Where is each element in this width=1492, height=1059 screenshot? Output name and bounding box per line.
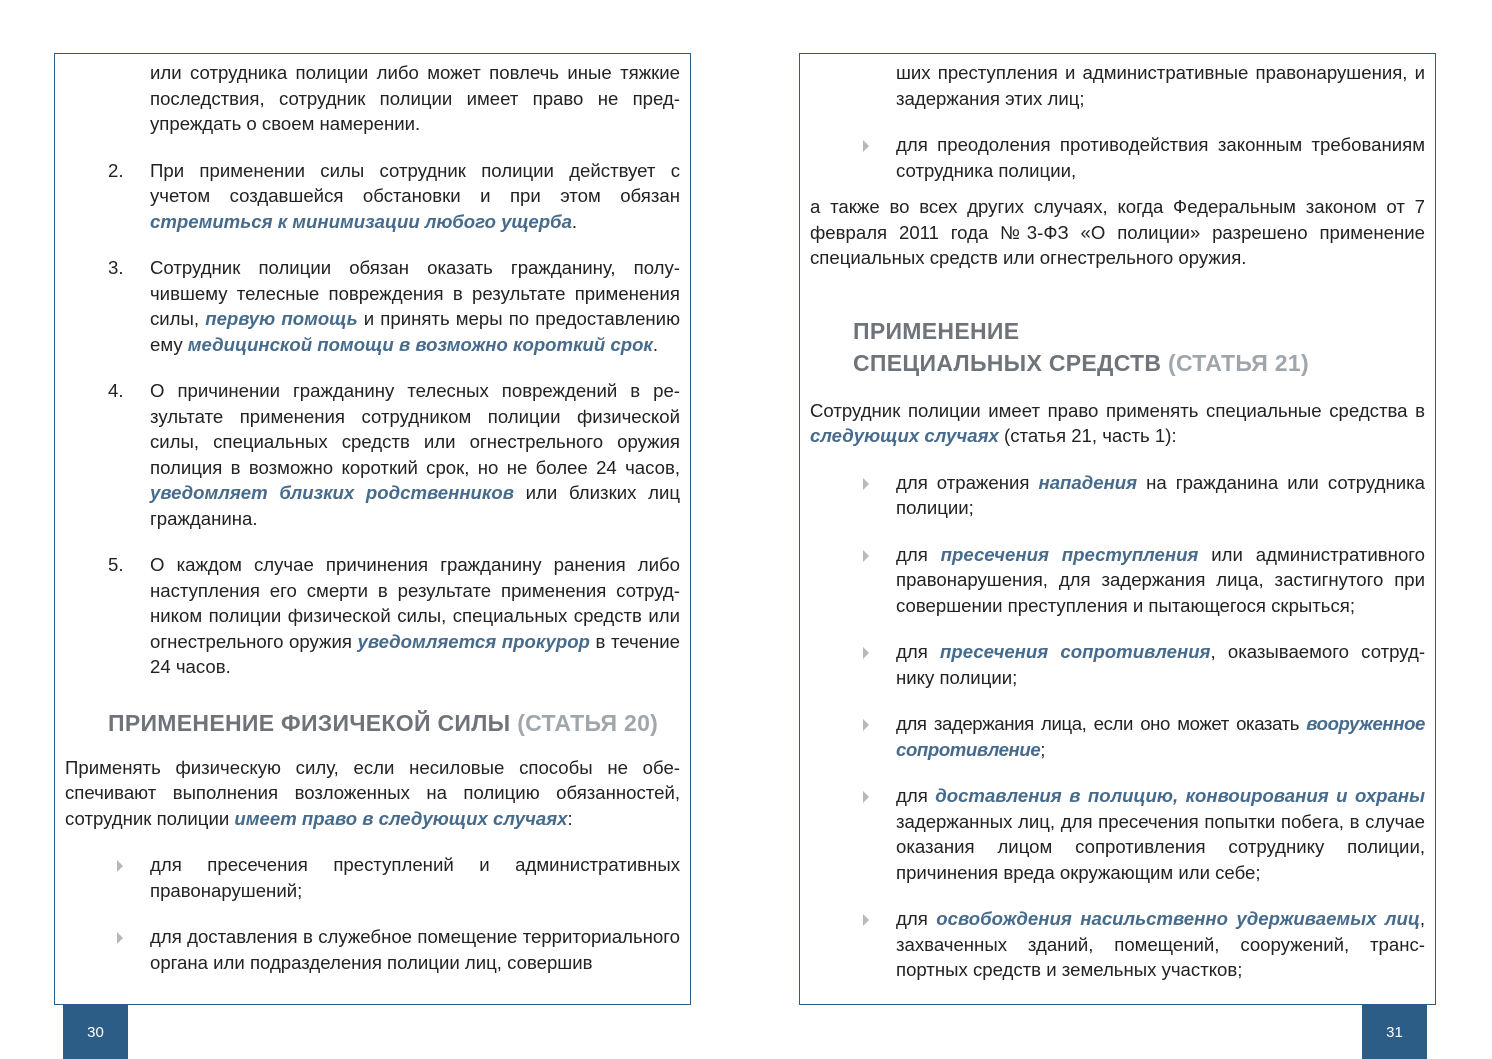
bullet-arrow-icon [117,932,123,944]
bullet-text: задержанных лиц, для пресечения попытки побега, в случае оказания лицом сопротивления сотруднику полиции, причинения вреда окружающим или себе; [896,810,1425,883]
numbered-item-4 [55,378,690,531]
item-number: 5. [108,554,124,575]
numbered-item-3 [55,255,690,357]
bullet-item [800,783,1435,885]
bullet-arrow-icon [863,550,869,562]
item-text: О причинении гражданину телесных повреждений в результате применения сотрудником полиции физической силы, специальных средств или огнестрельного оружия полиция в возможно короткий срок, но не более 24 часов, [150,380,680,478]
continuation-text: или сотрудника полиции либо может повлечь иные тяжкие последствия, сотрудник полиции имеет право не предупреждать о своем намерении. [150,62,680,134]
highlight: освобождения насильственно удерживаемых лиц [936,908,1420,929]
bullet-text: для [896,908,937,929]
bullet-arrow-icon [863,914,869,926]
highlight: первую помощь [205,308,358,329]
bullet-text: ; [1040,738,1046,760]
item-text: в течение 24 часов. [150,630,680,677]
bullet-arrow-icon [863,719,869,731]
continuation-text: ших преступления и административные правонарушения, и задержания этих лиц; [896,62,1425,109]
heading-main: СПЕЦИАЛЬНЫХ СРЕДСТВ [853,349,1162,376]
bullet-text: на гражданина или сотрудника полиции; [896,471,1425,518]
bullet-text: для [896,785,936,806]
section-heading [800,315,1435,379]
heading-main: ПРИМЕНЕНИЕ [853,317,1020,344]
bullet-text: для [896,641,940,662]
bullet-text: или административного правонарушения, для задержания лица, застигнутого при совершении преступления и пытающегося скрыться; [896,543,1426,616]
intro-text: Сотрудник полиции имеет право применять специальные средства в [810,399,1425,421]
item-text: . [571,210,578,232]
highlight: имеет право в следующих случаях [234,807,568,829]
bullet-arrow-icon [863,140,869,152]
item-text: и принять меры по предоставлению ему [150,308,681,355]
heading-main: ПРИМЕНЕНИЕ ФИЗИЧЕКОЙ СИЛЫ [108,709,511,736]
heading-sub: (СТАТЬЯ 21) [1168,349,1309,376]
bullet-text: для [896,543,941,565]
section-intro [800,398,1435,449]
section-intro [55,755,690,832]
bullet-text: , оказываемого сотруднику полиции; [896,641,1426,688]
left-page-content [55,60,690,1004]
intro-text: : [567,807,573,829]
bullet-item [55,852,690,903]
item-text: О каждом случае причинения гражданину ранения либо наступления его смерти в результате применения сотрудником полиции физической силы, специальных средств или огнестрельного оружия [150,554,680,652]
highlight: вооруженное сопротивление [896,713,1425,760]
numbered-item-5 [55,552,690,680]
bullet-text: для доставления в служебное помещение территориального органа или подразделения полиции лиц, совершив [150,926,680,973]
page-number-right: 31 [1362,1005,1427,1059]
bullet-text: для пресечения преступлений и административных правонарушений; [150,854,680,901]
left-page [54,53,691,1005]
bullet-item [800,906,1435,983]
numbered-item-2 [55,158,690,235]
intro-text: (статья 21, часть 1): [998,425,1177,446]
item-number: 2. [108,159,124,181]
bullet-text: для отражения [896,471,1039,493]
bullet-item [800,132,1435,183]
right-page [799,53,1436,1005]
highlight: нападения [1038,471,1138,493]
highlight: уведомляет близких родственников [150,482,514,503]
highlight: доставления в полицию, конвоирования и охраны [935,785,1425,806]
item-text: . [652,333,659,355]
bullet-item [800,711,1435,762]
item-text: Сотрудник полиции обязан оказать гражданину, получившему телесные повреждения в результате применения силы, [150,257,680,329]
bullet-item [800,470,1435,521]
bullet-text: для преодоления противодействия законным требованиям сотрудника полиции, [896,134,1425,181]
bullet-arrow-icon [117,860,123,872]
item-text: или близких лиц гражданина. [150,482,680,529]
highlight: пресечения сопротивления [939,641,1211,662]
page-number-left: 30 [63,1005,128,1059]
bullet-item [800,639,1435,690]
highlight: медицинской помощи в возможно короткий срок [187,333,653,355]
item-text: При применении силы сотрудник полиции действует с учетом создавшейся обстановки и при этом обязан [150,159,680,206]
bullet-arrow-icon [863,791,869,803]
bullet-text: для задержания лица, если оно может оказать [896,713,1307,734]
highlight: стремиться к минимизации любого ущерба [150,210,572,232]
closing-paragraph: а также во всех других случаях, когда Федеральным законом от 7 февраля 2011 года №3-ФЗ «О полиции» разрешено применение специальных средств или огнестрельного оружия. [810,196,1425,268]
highlight: следующих случаях [810,425,999,446]
heading-sub: (СТАТЬЯ 20) [517,709,659,736]
section-heading [55,707,690,739]
bullet-arrow-icon [863,478,869,490]
highlight: пресечения преступления [940,543,1199,565]
bullet-text: , захваченных зданий, помещений, сооружений, транспортных средств и земельных участков; [896,908,1426,980]
bullet-item [800,542,1435,619]
bullet-arrow-icon [863,647,869,659]
item-number: 4. [108,380,124,401]
bullet-item [55,924,690,975]
right-page-content [800,60,1435,1004]
item-number: 3. [108,257,124,278]
highlight: уведомляется прокурор [357,630,590,652]
intro-text: Применять физическую силу, если несиловые способы не обеспечивают выполнения возложенных на полицию обязанностей, сотрудник полиции [65,756,680,829]
